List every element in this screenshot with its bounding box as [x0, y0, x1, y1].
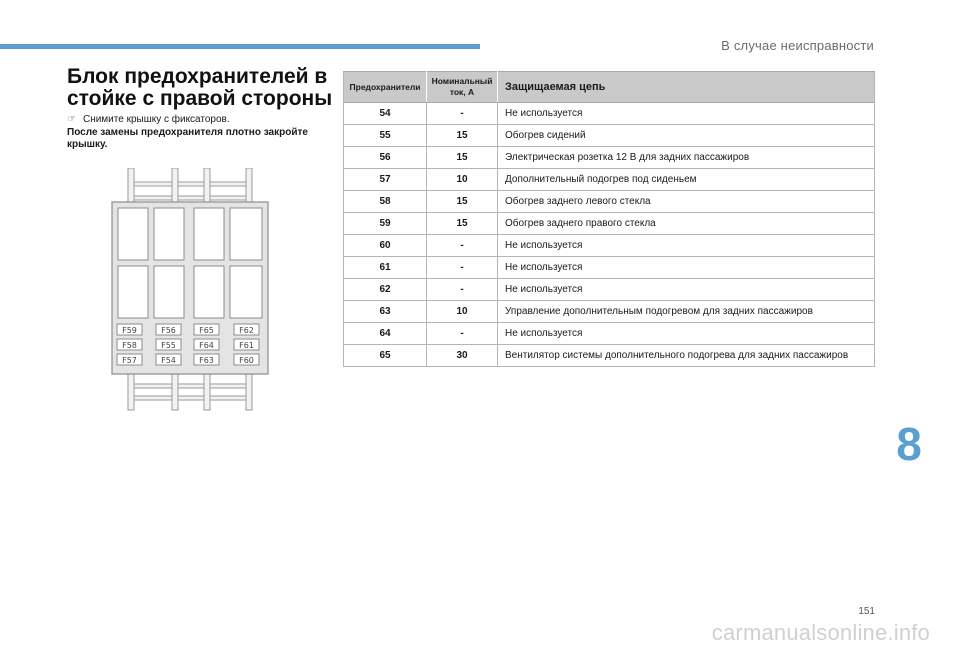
column-header-circuit: Защищаемая цепь [498, 72, 875, 103]
fuse-number-cell: 61 [344, 257, 427, 279]
table-row [344, 191, 875, 213]
fuse-number-cell: 54 [344, 103, 427, 125]
watermark: carmanualsonline.info [711, 620, 930, 645]
fuse-number-cell: 65 [344, 345, 427, 367]
table-row [344, 213, 875, 235]
fuse-label: F54 [161, 356, 176, 365]
fuse-number-cell: 63 [344, 301, 427, 323]
fuse-circuit-cell: Обогрев сидений [498, 125, 875, 147]
fuse-label: F64 [199, 341, 214, 350]
fuse-circuit-cell: Обогрев заднего правого стекла [498, 213, 875, 235]
fuse-circuit-cell: Вентилятор системы дополнительного подогрева для задних пассажиров [498, 345, 875, 367]
fuse-number-cell: 62 [344, 279, 427, 301]
fuse-label: F56 [161, 326, 176, 335]
fuse-circuit-cell: Не используется [498, 103, 875, 125]
fuse-current-cell: 15 [427, 213, 498, 235]
fuse-circuit-cell: Не используется [498, 235, 875, 257]
column-header-fuse: Предохранители [344, 72, 427, 103]
fuse-number-cell: 58 [344, 191, 427, 213]
fuse-circuit-cell: Дополнительный подогрев под сиденьем [498, 169, 875, 191]
fuse-number-cell: 56 [344, 147, 427, 169]
fuse-circuit-cell: Не используется [498, 323, 875, 345]
table-row [344, 279, 875, 301]
fuse-label: F58 [122, 341, 137, 350]
fuse-current-cell: - [427, 323, 498, 345]
instruction-step [67, 114, 335, 127]
fuse-current-cell: - [427, 103, 498, 125]
fuse-number-cell: 57 [344, 169, 427, 191]
table-header-row [344, 72, 875, 103]
fuse-label: F62 [239, 326, 254, 335]
fuse-label: F61 [239, 341, 254, 350]
accent-bar [0, 44, 480, 49]
fuse-table [343, 71, 875, 367]
instructions [67, 114, 335, 152]
fuse-current-cell: - [427, 257, 498, 279]
fuse-number-cell: 59 [344, 213, 427, 235]
fuse-current-cell: 10 [427, 169, 498, 191]
fuse-current-cell: 10 [427, 301, 498, 323]
fuse-current-cell: 30 [427, 345, 498, 367]
fuse-label: F60 [239, 356, 254, 365]
section-header: В случае неисправности [721, 38, 874, 53]
fuse-label: F57 [122, 356, 137, 365]
table-row [344, 345, 875, 367]
fuse-current-cell: - [427, 279, 498, 301]
instruction-note: После замены предохранителя плотно закройте крышку. [67, 126, 308, 150]
table-row [344, 323, 875, 345]
fuse-label: F65 [199, 326, 214, 335]
fuse-circuit-cell: Управление дополнительным подогревом для задних пассажиров [498, 301, 875, 323]
fuse-label: F63 [199, 356, 214, 365]
table-row [344, 147, 875, 169]
page-number: 151 [858, 606, 875, 617]
chapter-number: 8 [896, 418, 922, 470]
fuse-circuit-cell: Обогрев заднего левого стекла [498, 191, 875, 213]
arrow-bullet-icon: ☞ [67, 114, 76, 125]
table-row [344, 125, 875, 147]
instruction-step-text: Снимите крышку с фиксаторов. [82, 114, 230, 125]
fuse-label: F55 [161, 341, 176, 350]
fuse-current-cell: 15 [427, 147, 498, 169]
table-row [344, 169, 875, 191]
fuse-number-cell: 64 [344, 323, 427, 345]
fuse-current-cell: 15 [427, 125, 498, 147]
fuse-number-cell: 60 [344, 235, 427, 257]
fuse-label: F59 [122, 326, 137, 335]
fuse-circuit-cell: Не используется [498, 279, 875, 301]
fuse-current-cell: - [427, 235, 498, 257]
fuse-circuit-cell: Не используется [498, 257, 875, 279]
column-header-current: Номинальный ток, А [427, 72, 498, 103]
fuse-number-cell: 55 [344, 125, 427, 147]
table-row [344, 301, 875, 323]
fuse-circuit-cell: Электрическая розетка 12 В для задних пассажиров [498, 147, 875, 169]
table-row [344, 235, 875, 257]
table-row [344, 257, 875, 279]
page-title: Блок предохранителей в стойке с правой стороны [67, 65, 333, 110]
table-row [344, 103, 875, 125]
fuse-box-diagram [110, 168, 270, 414]
fuse-current-cell: 15 [427, 191, 498, 213]
